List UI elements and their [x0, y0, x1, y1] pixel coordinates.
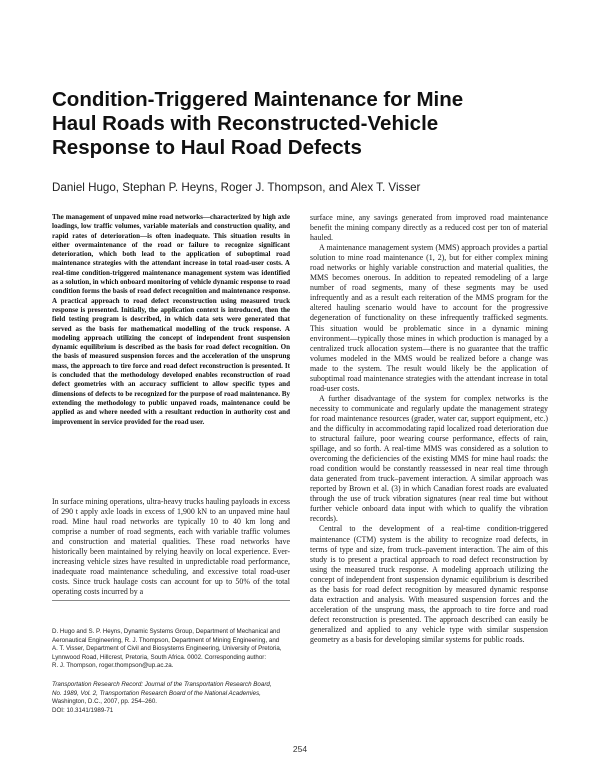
body-paragraph: Central to the development of a real-time condition-triggered maintenance (CTM) system is the ability to recognize road defects, in terms of type and size, from truck–pavement interaction. The aim of this study is to present a practical approach to road defect reconstruction by using the measured truck response. A modeling approach utilizing the concept of independent front suspension dynamic equilibrium is described as the basis for road defect recognition by measured dynamic response data extraction and analysis. With measured suspension forces and the acceleration of the unsprung mass, the approach to tire force and road defect reconstruction is presented. The approach described can easily be generalized and applied to any vehicle type with similar suspension geometry as a basis for developing similar systems for public roads. — [310, 524, 548, 644]
author-list: Daniel Hugo, Stephan P. Heyns, Roger J. Thompson, and Alex T. Visser — [52, 181, 421, 194]
citation-doi: DOI: 10.3141/1989-71 — [52, 706, 114, 714]
footnote-line: Aeronautical Engineering, R. J. Thompson, Department of Mining Engineering, and — [52, 636, 280, 644]
body-paragraph: A maintenance management system (MMS) approach provides a partial solution to mine road maintenance (1, 2), but for either complex mining road networks or highly variable construction and material qualities, the MMS becomes onerous. In addition to repeated remodeling of a large number of road segments, many of these segments may be used infrequently and as a result each reiteration of the MMS program for the altered hauling scenario would have to account for the progressive degeneration of functionality on these infrequently trafficked segments. This situation would be problematic since in a dynamic mining environment—typically those mines in which production is managed by a centralized truck allocation system—there is no guarantee that the traffic volumes modeled in the MMS would be realized before a change was made to the system. The result would likely be the application of suboptimal road maintenance strategies with the attendant increase in total road-user costs. — [310, 243, 548, 393]
left-column-body — [52, 497, 290, 597]
footnote-divider — [52, 600, 290, 601]
right-column-body — [310, 213, 548, 645]
body-paragraph: surface mine, any savings generated from improved road maintenance benefit the mining company directly as a reduced cost per ton of material hauled. — [310, 213, 548, 243]
title-line-1: Condition-Triggered Maintenance for Mine — [52, 88, 464, 111]
citation-footnote — [52, 681, 290, 715]
citation-line: Washington, D.C., 2007, pp. 254–260. — [52, 698, 158, 706]
body-paragraph: A further disadvantage of the system for complex networks is the necessity to communicate and regularly update the management strategy for road maintenance resources (grader, water car, support equipment, etc.) and the difficulty in accommodating rapid localized road deterioration due to structural failure, poor wearing course performance, effects of rain, spillage, and so forth. A real-time MMS was considered as a solution to overcoming the deficiencies of the existing MMS for mine haul roads: the road condition would be constantly reassessed in near real time through data generated from truck–pavement interaction. A similar approach was reported by Brown et al. (3) in which Canadian forest roads are evaluated through the use of truck vibration signatures (near real time but without further vehicle onboard data input with which to qualify the vibration records). — [310, 393, 548, 524]
citation-line — [52, 681, 290, 690]
citation-journal-cont: No. 1989, Vol. 2, Transportation Research Board of the National Academies, — [52, 689, 261, 697]
body-paragraph: In surface mining operations, ultra-heavy trucks hauling payloads in excess of 290 t apply axle loads in excess of 1,900 kN to an unpaved mine haul road. Mine haul road networks are typically 10 to 40 km long and comprise a number of road segments, each with variable traffic volumes and construction and material qualities. These road networks have historically been maintained by relying heavily on local experience. Ever-increasing vehicle sizes have resulted in unpredictable road performance, inadequate road maintenance scheduling, and excessive total road-user costs. Since truck haulage costs can account for up to 50% of the total operating costs incurred by a — [52, 497, 290, 597]
footnote-line: A. T. Visser, Department of Civil and Biosystems Engineering, University of Pretoria, — [52, 645, 282, 653]
citation-line — [52, 690, 290, 699]
abstract: The management of unpaved mine road networks—characterized by high axle loadings, low traffic volumes, variable materials and construction quality, and rapid rates of deterioration—is often inadequate. This situation results in either overmaintenance of the road or failure to recognize significant deterioration, which both lead to the application of suboptimal road maintenance strategies with the attendant increase in total road-user costs. A real-time condition-triggered maintenance management system was identified as a solution, in which onboard monitoring of vehicle dynamic response to road condition forms the basis of road defect recognition and maintenance response. A practical approach to road defect reconstruction using measured truck response is presented. Initially, the application context is introduced, then the field testing program is described, in which data sets were generated that served as the basis for mathematical modelling of the truck response. A modeling approach utilizing the concept of independent front suspension dynamic equilibrium is described as the basis for road defect recognition. On the basis of measured suspension forces and the acceleration of the unsprung mass, the approach to tire force and road defect reconstruction is presented. It is concluded that the methodology developed enables reconstruction of road defect geometries with an accuracy sufficient to allow specific types and dimensions of defects to be recognized for the purpose of road maintenance. By extending the methodology to public unpaved roads, maintenance could be applied as and where needed with a resultant reduction in authority cost and improvement in service provided for the road user. — [52, 213, 290, 426]
paper-title — [52, 88, 552, 160]
title-line-3: Response to Haul Road Defects — [52, 136, 362, 159]
citation-journal: Transportation Research Record: Journal of the Transportation Research Board, — [52, 681, 272, 688]
author-affiliation-footnote — [52, 628, 290, 671]
footnote-line: D. Hugo and S. P. Heyns, Dynamic Systems Group, Department of Mechanical and — [52, 628, 280, 635]
footnote-line: R. J. Thompson, roger.thompson@up.ac.za. — [52, 662, 174, 670]
footnote-line: Lynnwood Road, Hillcrest, Pretoria, South Africa. 0002. Corresponding author: — [52, 653, 267, 661]
title-line-2: Haul Roads with Reconstructed-Vehicle — [52, 112, 439, 135]
page-number: 254 — [292, 744, 308, 754]
